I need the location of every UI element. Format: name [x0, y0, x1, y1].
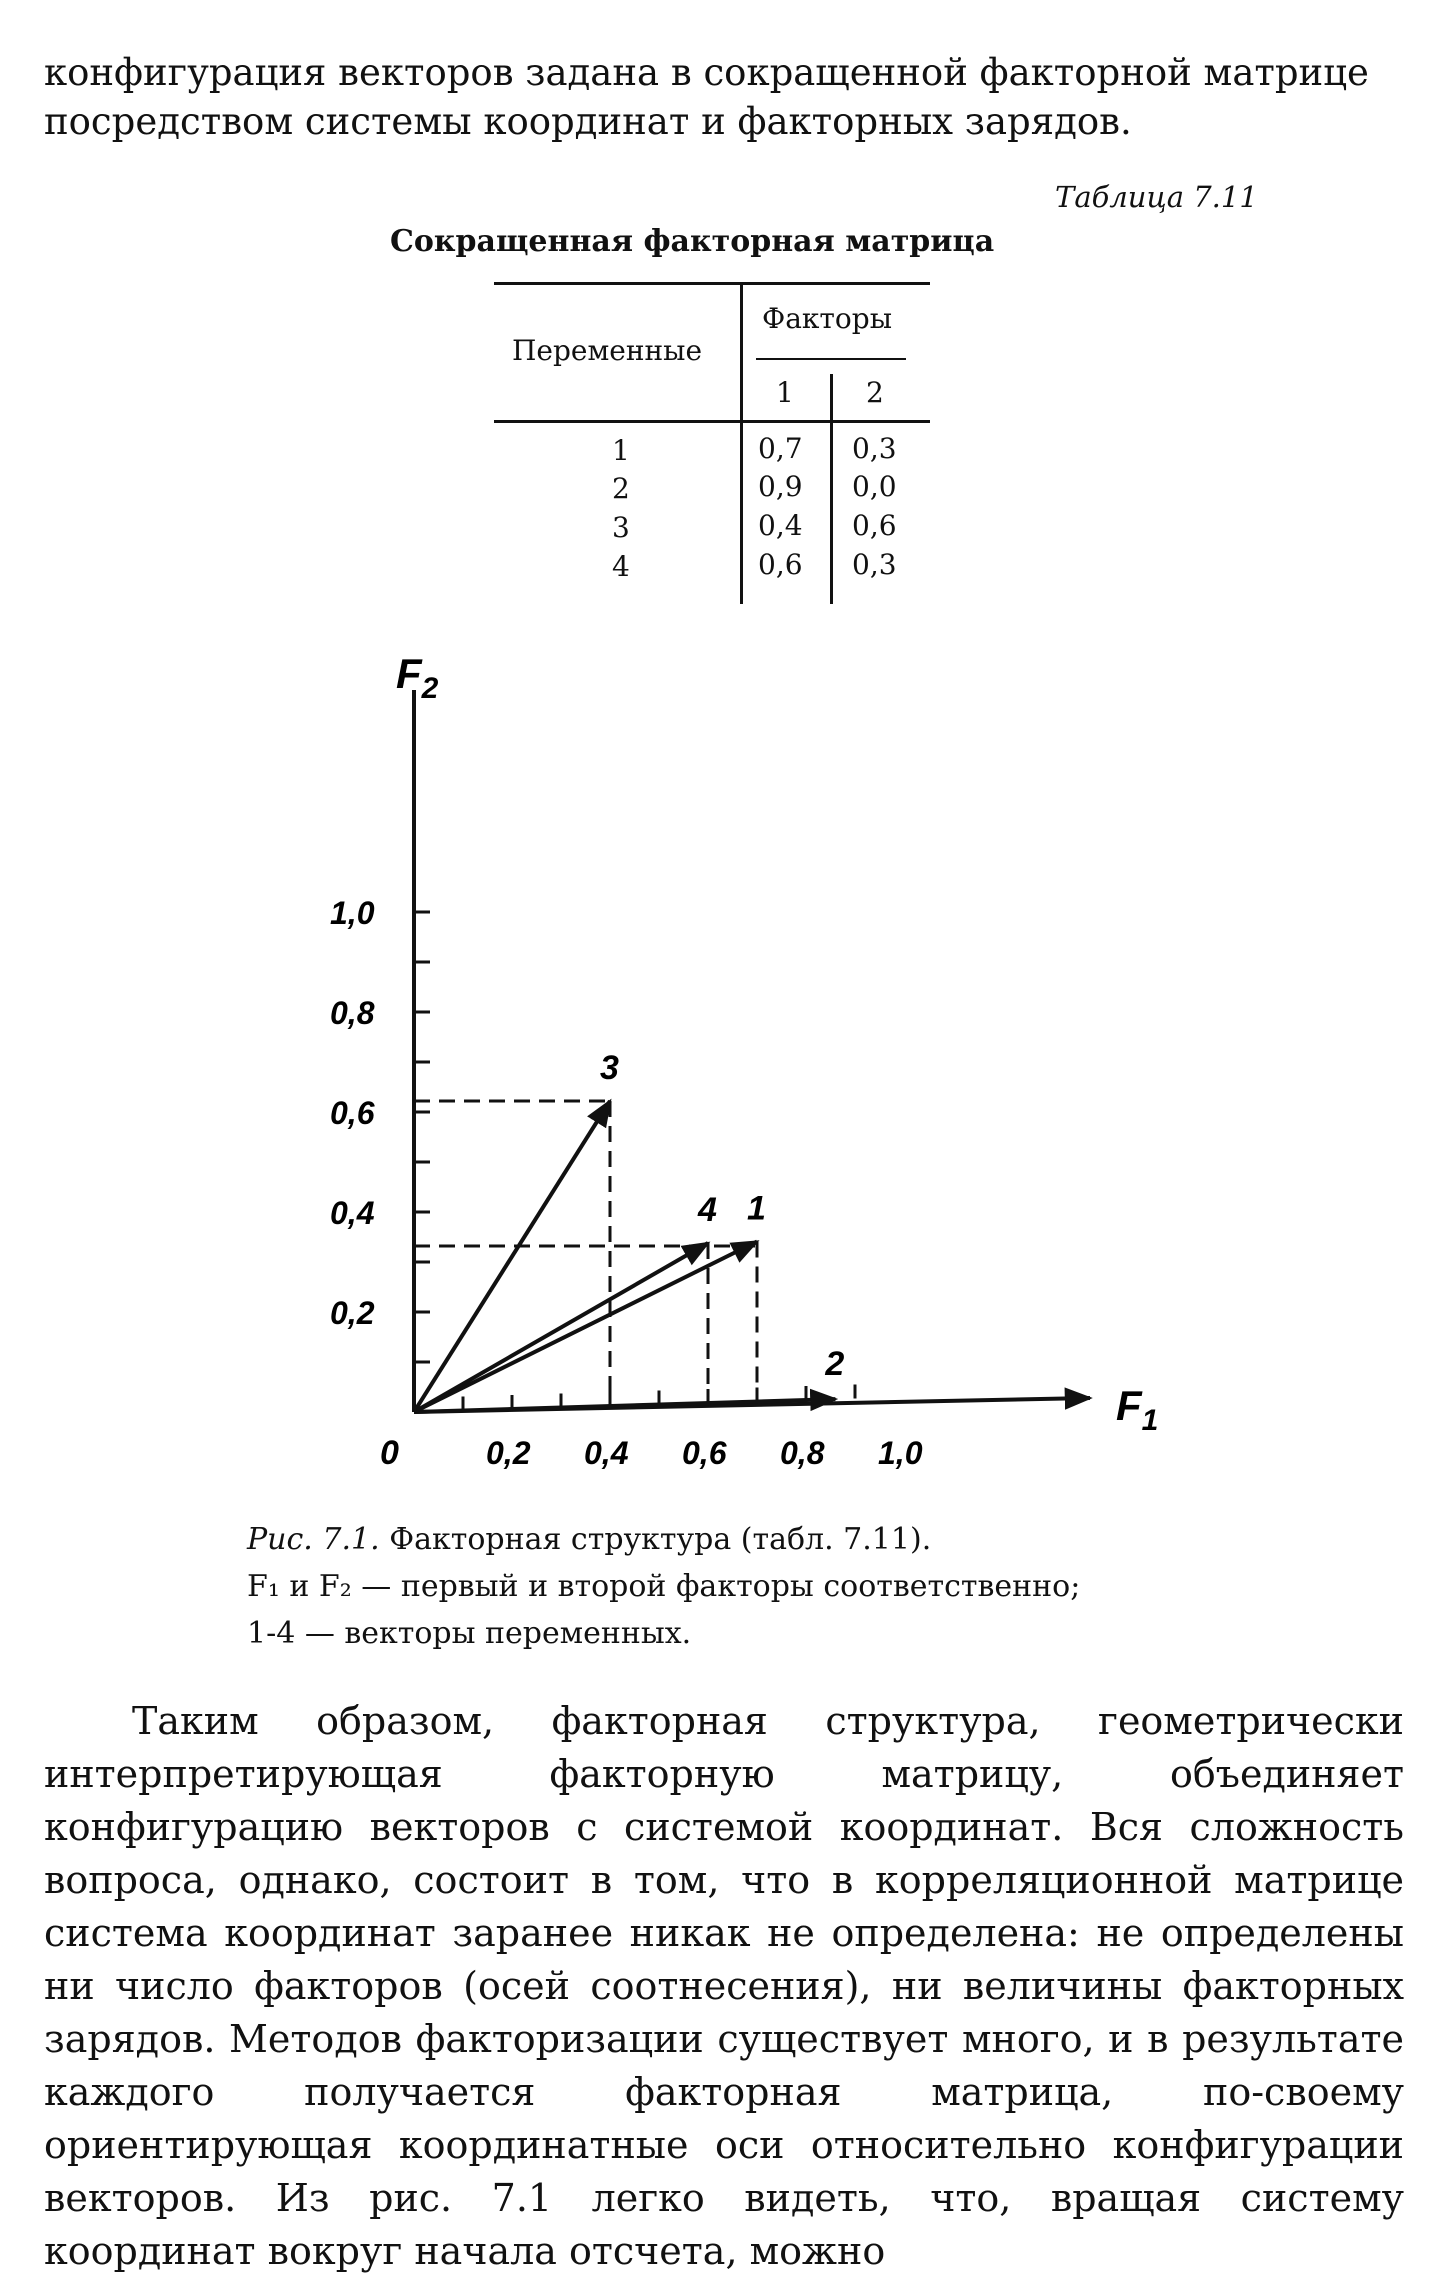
f1-tick-label: 1,0 [878, 1435, 923, 1471]
row-f2: 0,3 [852, 548, 897, 581]
f1-tick-label: 0,4 [584, 1435, 629, 1471]
f2-tick-label: 0,8 [330, 995, 375, 1031]
vector-label: 3 [600, 1049, 619, 1087]
f1-tick-labels [486, 1435, 923, 1471]
f2-tick-label: 0,2 [330, 1295, 375, 1331]
row-f2: 0,3 [852, 432, 897, 465]
factor-structure-figure [330, 652, 1160, 1492]
f1-axis-label: $F_1$ [1116, 1382, 1159, 1437]
body-paragraph: Таким образом, факторная структура, геометрически интерпретирующая факторную матрицу, объединяет конфигурацию векторов с системой координат. Вся сложность вопроса, однако, состоит в том, что в корреляционной матрице система координат заранее никак не определена: не определены ни число факторов (осей соотнесения), ни величины факторных зарядов. Методов факторизации существует много, и в результате каждого получается факторная матрица, по-своему ориентирующая координатные оси относительно конфигурации векторов. Из рис. 7.1 легко видеть, что, вращая систему координат вокруг начала отсчета, можно [44, 1699, 1404, 2273]
caption-line-3: 1-4 — векторы переменных. [247, 1616, 692, 1651]
row-f1: 0,4 [758, 509, 803, 542]
factor-matrix-table [494, 282, 930, 604]
row-f1: 0,7 [758, 432, 803, 465]
f2-axis-ticks [414, 912, 430, 1362]
header-factors: Факторы [762, 302, 892, 335]
f1-tick-label: 0,2 [486, 1435, 531, 1471]
header-factor-1: 1 [776, 376, 794, 409]
header-factor-2: 2 [866, 376, 884, 409]
row-f1: 0,6 [758, 548, 803, 581]
table-number: Таблица 7.11 [1055, 180, 1258, 214]
row-f1: 0,9 [758, 470, 803, 503]
factors-underline [756, 358, 906, 360]
f2-tick-label: 0,6 [330, 1095, 375, 1131]
row-variable: 2 [612, 472, 630, 505]
intro-paragraph: конфигурация векторов задана в сокращенной факторной матрице посредством системы координат и факторных зарядов. [44, 51, 1369, 143]
table-title: Сокращенная факторная матрица [390, 224, 995, 259]
row-variable: 1 [612, 434, 630, 467]
f2-axis-label: $F_2$ [396, 652, 439, 705]
f1-tick-label: 0,8 [780, 1435, 825, 1471]
f2-tick-label: 0,4 [330, 1195, 375, 1231]
header-variables: Переменные [512, 334, 703, 367]
vector-label: 1 [747, 1189, 766, 1228]
caption-figure-label: Рис. 7.1. [247, 1522, 380, 1557]
vector-4 [414, 1243, 708, 1412]
row-variable: 4 [612, 550, 630, 583]
table-divider-factors [830, 374, 833, 604]
figure-caption [247, 1516, 1247, 1657]
variable-vectors [414, 1049, 844, 1412]
f2-tick-label: 1,0 [330, 895, 375, 931]
row-f2: 0,6 [852, 509, 897, 542]
caption-title: Факторная структура (табл. 7.11). [389, 1522, 932, 1557]
projection-lines [414, 1101, 757, 1406]
table-header-rule [494, 420, 930, 423]
vector-label: 2 [825, 1345, 845, 1384]
f1-tick-label: 0,6 [682, 1435, 727, 1471]
caption-line-2: F₁ и F₂ — первый и второй факторы соответственно; [247, 1569, 1081, 1604]
table-top-rule [494, 282, 930, 285]
table-divider-variables [740, 282, 743, 604]
row-f2: 0,0 [852, 470, 897, 503]
origin-label: 0 [380, 1434, 399, 1472]
vector-label: 4 [698, 1191, 717, 1229]
f2-tick-labels [330, 895, 375, 1331]
row-variable: 3 [612, 511, 630, 544]
